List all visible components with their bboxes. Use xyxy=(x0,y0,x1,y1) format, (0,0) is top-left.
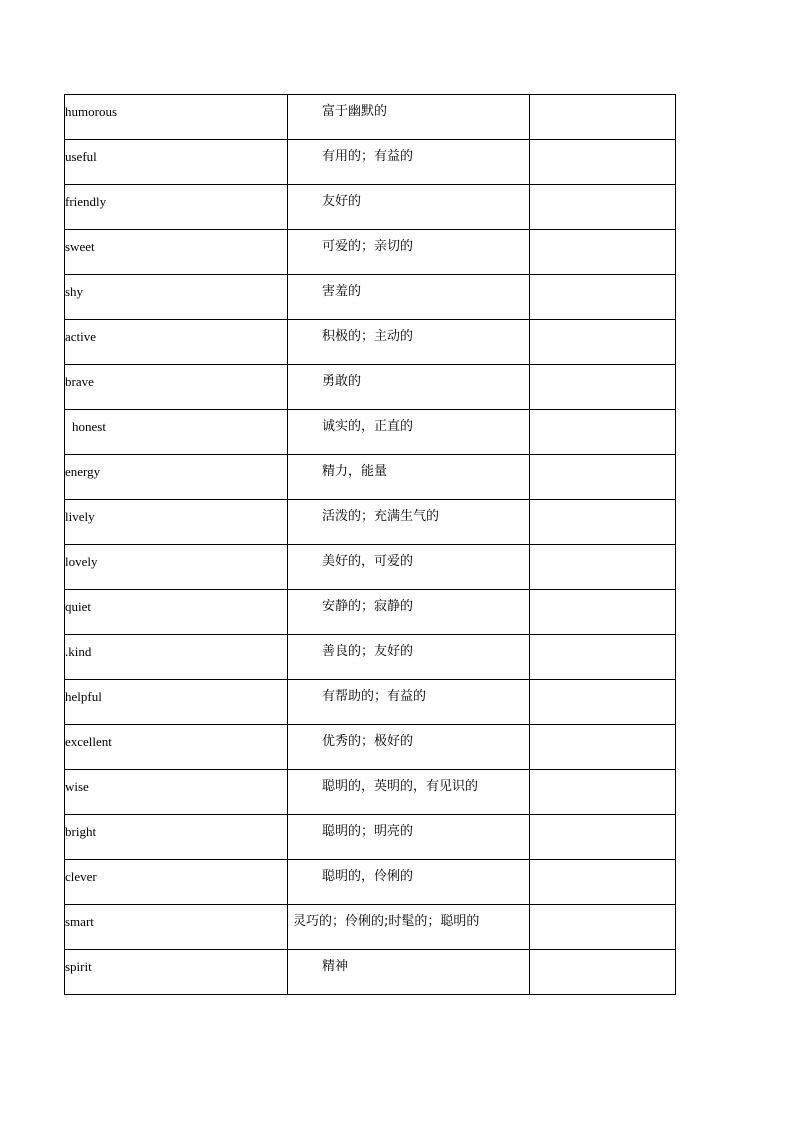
chinese-meaning: 友好的 xyxy=(322,194,362,209)
table-row xyxy=(65,590,676,635)
english-word-cell xyxy=(65,185,288,230)
table-row xyxy=(65,185,676,230)
blank-cell xyxy=(530,635,676,680)
chinese-meaning: 聪明的；明亮的 xyxy=(322,824,414,839)
chinese-meaning-cell xyxy=(288,950,530,995)
chinese-meaning: 灵巧的；伶俐的;时髦的；聪明的 xyxy=(293,914,480,929)
blank-cell xyxy=(530,905,676,950)
table-row xyxy=(65,455,676,500)
table-row xyxy=(65,365,676,410)
chinese-meaning-cell xyxy=(288,545,530,590)
vocabulary-table xyxy=(64,94,676,995)
blank-cell xyxy=(530,680,676,725)
chinese-meaning: 精力，能量 xyxy=(322,464,388,479)
english-word: sweet xyxy=(65,239,95,254)
chinese-meaning: 积极的；主动的 xyxy=(322,329,414,344)
english-word-cell xyxy=(65,860,288,905)
english-word-cell xyxy=(65,905,288,950)
english-word-cell xyxy=(65,275,288,320)
blank-cell xyxy=(530,725,676,770)
table-row xyxy=(65,140,676,185)
english-word: lovely xyxy=(65,554,98,569)
chinese-meaning-cell xyxy=(288,590,530,635)
chinese-meaning: 诚实的，正直的 xyxy=(322,419,414,434)
blank-cell xyxy=(530,770,676,815)
chinese-meaning: 富于幽默的 xyxy=(322,104,388,119)
blank-cell xyxy=(530,410,676,455)
blank-cell xyxy=(530,500,676,545)
english-word-cell xyxy=(65,500,288,545)
table-row xyxy=(65,815,676,860)
table-row xyxy=(65,500,676,545)
chinese-meaning-cell xyxy=(288,185,530,230)
chinese-meaning-cell xyxy=(288,365,530,410)
blank-cell xyxy=(530,185,676,230)
chinese-meaning-cell xyxy=(288,680,530,725)
table-row xyxy=(65,320,676,365)
table-row xyxy=(65,95,676,140)
english-word-cell xyxy=(65,230,288,275)
english-word: active xyxy=(65,329,97,344)
english-word-cell xyxy=(65,815,288,860)
chinese-meaning: 勇敢的 xyxy=(322,374,362,389)
english-word: useful xyxy=(65,149,97,164)
english-word: spirit xyxy=(65,959,92,974)
english-word: .kind xyxy=(65,644,92,659)
blank-cell xyxy=(530,320,676,365)
chinese-meaning-cell xyxy=(288,140,530,185)
chinese-meaning: 有用的；有益的 xyxy=(322,149,414,164)
blank-cell xyxy=(530,590,676,635)
table-row xyxy=(65,905,676,950)
chinese-meaning: 精神 xyxy=(322,959,349,974)
english-word: quiet xyxy=(65,599,91,614)
blank-cell xyxy=(530,815,676,860)
table-row xyxy=(65,860,676,905)
english-word-cell xyxy=(65,455,288,500)
chinese-meaning: 聪明的，伶俐的 xyxy=(322,869,414,884)
english-word: wise xyxy=(65,779,89,794)
chinese-meaning-cell xyxy=(288,725,530,770)
english-word-cell xyxy=(65,365,288,410)
chinese-meaning-cell xyxy=(288,770,530,815)
chinese-meaning: 优秀的；极好的 xyxy=(322,734,414,749)
english-word-cell xyxy=(65,950,288,995)
table-row xyxy=(65,635,676,680)
table-row xyxy=(65,725,676,770)
blank-cell xyxy=(530,95,676,140)
chinese-meaning: 善良的；友好的 xyxy=(322,644,414,659)
chinese-meaning-cell xyxy=(288,500,530,545)
english-word: lively xyxy=(65,509,95,524)
english-word: excellent xyxy=(65,734,112,749)
chinese-meaning-cell xyxy=(288,230,530,275)
blank-cell xyxy=(530,545,676,590)
chinese-meaning-cell xyxy=(288,635,530,680)
english-word-cell xyxy=(65,545,288,590)
english-word: helpful xyxy=(65,689,102,704)
english-word-cell xyxy=(65,590,288,635)
english-word-cell xyxy=(65,725,288,770)
chinese-meaning-cell xyxy=(288,860,530,905)
english-word: brave xyxy=(65,374,94,389)
chinese-meaning-cell xyxy=(288,455,530,500)
chinese-meaning: 有帮助的；有益的 xyxy=(322,689,427,704)
english-word-cell xyxy=(65,635,288,680)
chinese-meaning-cell xyxy=(288,95,530,140)
table-row xyxy=(65,410,676,455)
chinese-meaning: 可爱的；亲切的 xyxy=(322,239,414,254)
table-row xyxy=(65,545,676,590)
table-row xyxy=(65,950,676,995)
table-row xyxy=(65,770,676,815)
blank-cell xyxy=(530,860,676,905)
english-word: humorous xyxy=(65,104,117,119)
blank-cell xyxy=(530,275,676,320)
english-word: energy xyxy=(65,464,101,479)
english-word: smart xyxy=(65,914,94,929)
chinese-meaning: 安静的；寂静的 xyxy=(322,599,414,614)
blank-cell xyxy=(530,140,676,185)
table-row xyxy=(65,680,676,725)
chinese-meaning-cell xyxy=(288,320,530,365)
english-word-cell xyxy=(65,680,288,725)
english-word-cell xyxy=(65,320,288,365)
blank-cell xyxy=(530,455,676,500)
english-word-cell xyxy=(65,770,288,815)
table-row xyxy=(65,275,676,320)
chinese-meaning: 聪明的，英明的，有见识的 xyxy=(322,779,479,794)
chinese-meaning-cell xyxy=(288,905,530,950)
blank-cell xyxy=(530,950,676,995)
english-word-cell xyxy=(65,410,288,455)
english-word-cell xyxy=(65,140,288,185)
blank-cell xyxy=(530,230,676,275)
chinese-meaning-cell xyxy=(288,275,530,320)
chinese-meaning: 美好的，可爱的 xyxy=(322,554,414,569)
chinese-meaning-cell xyxy=(288,815,530,860)
english-word: shy xyxy=(65,284,84,299)
blank-cell xyxy=(530,365,676,410)
english-word-cell xyxy=(65,95,288,140)
chinese-meaning: 活泼的；充满生气的 xyxy=(322,509,440,524)
chinese-meaning: 害羞的 xyxy=(322,284,362,299)
table-row xyxy=(65,230,676,275)
english-word: friendly xyxy=(65,194,107,209)
english-word: bright xyxy=(65,824,97,839)
chinese-meaning-cell xyxy=(288,410,530,455)
english-word: clever xyxy=(65,869,97,884)
english-word: honest xyxy=(72,419,106,434)
